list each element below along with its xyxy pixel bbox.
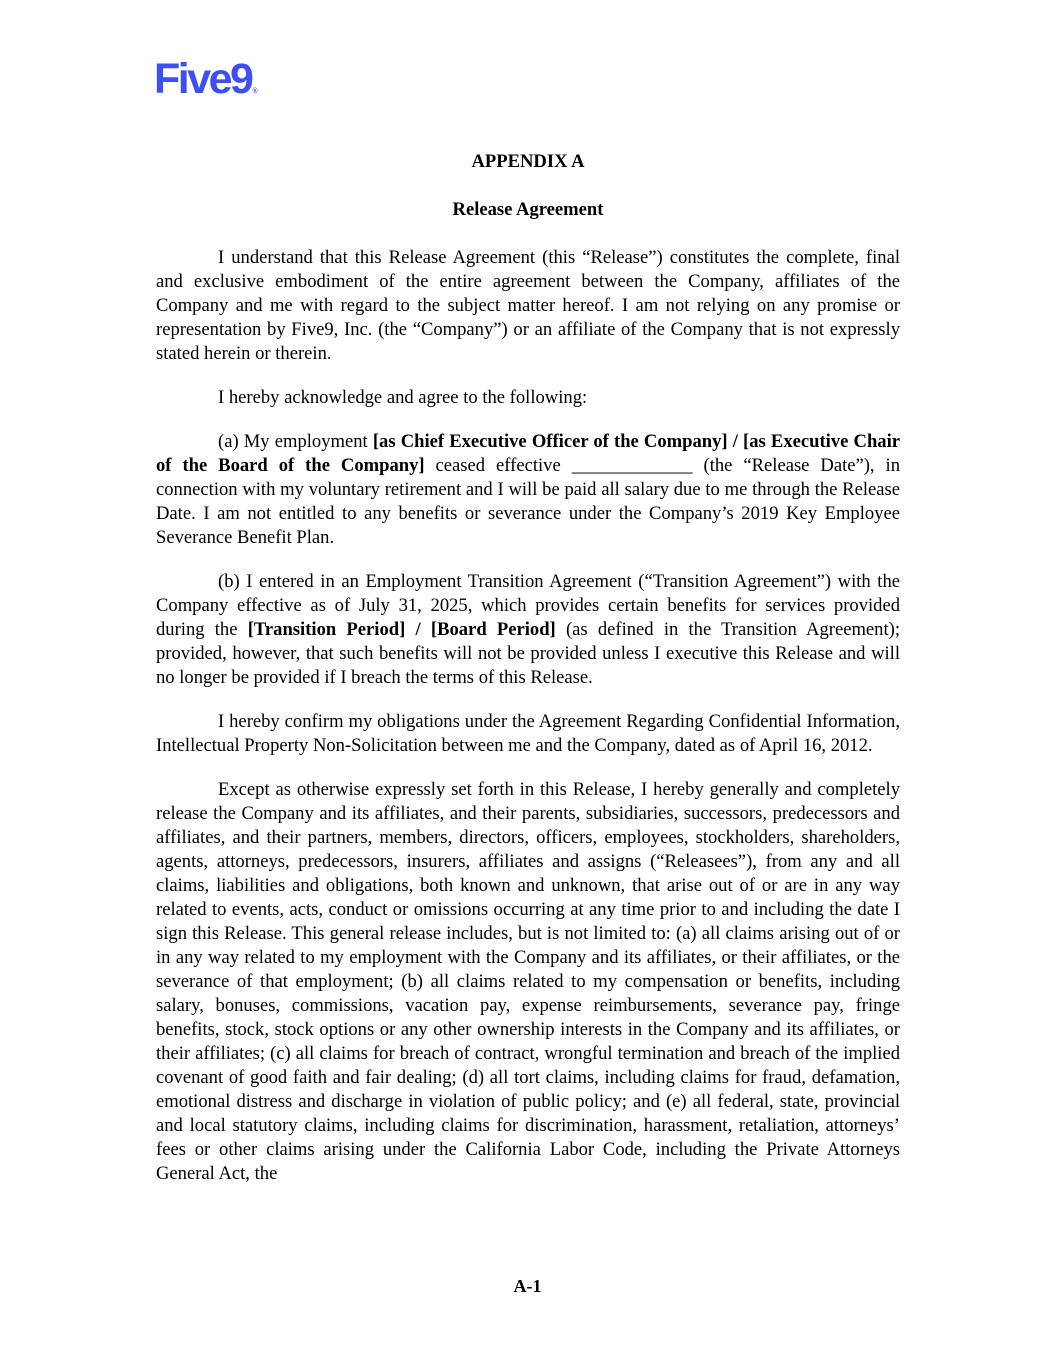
para-a-bold: [as Chief Executive Officer of the Company] / [as Executive Chair of the Board of the Company] <box>156 431 900 476</box>
para-b-bold: [Transition Period] / [Board Period] <box>247 619 556 640</box>
paragraph-acknowledge: I hereby acknowledge and agree to the following: <box>218 387 588 408</box>
document-body <box>156 150 900 1186</box>
logo-text: Five9 <box>154 55 252 103</box>
para-a-prefix: (a) My employment <box>218 431 373 452</box>
page-number: A-1 <box>513 1276 542 1296</box>
five9-logo <box>154 55 258 103</box>
registered-mark: ® <box>252 88 258 95</box>
para-a-suffix: ceased effective _____________ (the “Release Date”), in connection with my voluntary retirement and I will be paid all salary due to me through the Release Date. I am not entitled to any benefits or severance under the Company’s 2019 Key Employee Severance Benefit Plan. <box>156 455 900 548</box>
paragraph-confidential-information: I hereby confirm my obligations under the Agreement Regarding Confidential Information, Intellectual Property Non-Solicitation between me and the Company, dated as of April 16, 2012. <box>156 711 900 756</box>
appendix-title: APPENDIX A <box>471 151 585 172</box>
paragraph-general-release: Except as otherwise expressly set forth in this Release, I hereby generally and completely release the Company and its affiliates, and their parents, subsidiaries, successors, predecessors and affiliates, and their partners, members, directors, officers, employees, stockholders, shareholders, agents, attorneys, predecessors, insurers, affiliates and assigns (“Releasees”), from any and all claims, liabilities and obligations, both known and unknown, that arise out of or are in any way related to events, acts, conduct or omissions occurring at any time prior to and including the date I sign this Release. This general release includes, but is not limited to: (a) all claims arising out of or in any way related to my employment with the Company and its affiliates, or their affiliates, or the severance of that employment; (b) all claims related to my compensation or benefits, including salary, bonuses, commissions, vacation pay, expense reimbursements, severance pay, fringe benefits, stock, stock options or any other ownership interests in the Company and its affiliates, or their affiliates; (c) all claims for breach of contract, wrongful termination and breach of the implied covenant of good faith and fair dealing; (d) all tort claims, including claims for fraud, defamation, emotional distress and discharge in violation of public policy; and (e) all federal, state, provincial and local statutory claims, including claims for discrimination, harassment, retaliation, attorneys’ fees or other claims arising under the California Labor Code, including the Private Attorneys General Act, the <box>156 779 900 1184</box>
para-b-suffix: (as defined in the Transition Agreement); provided, however, that such benefits will not be provided unless I executive this Release and will no longer be provided if I breach the terms of this Release. <box>156 619 901 688</box>
paragraph-b-transition <box>156 570 900 690</box>
para-b-prefix: (b) I entered in an Employment Transition Agreement (“Transition Agreement”) with the Company effective as of July 31, 2025, which provides certain benefits for services provided during the <box>156 571 900 640</box>
agreement-title: Release Agreement <box>452 199 604 220</box>
paragraph-a-employment <box>156 430 900 550</box>
paragraph-entire-agreement: I understand that this Release Agreement (this “Release”) constitutes the complete, final and exclusive embodiment of the entire agreement between the Company, affiliates of the Company and me with regard to the subject matter hereof. I am not relying on any promise or representation by Five9, Inc. (the “Company”) or an affiliate of the Company that is not expressly stated herein or therein. <box>156 247 900 364</box>
